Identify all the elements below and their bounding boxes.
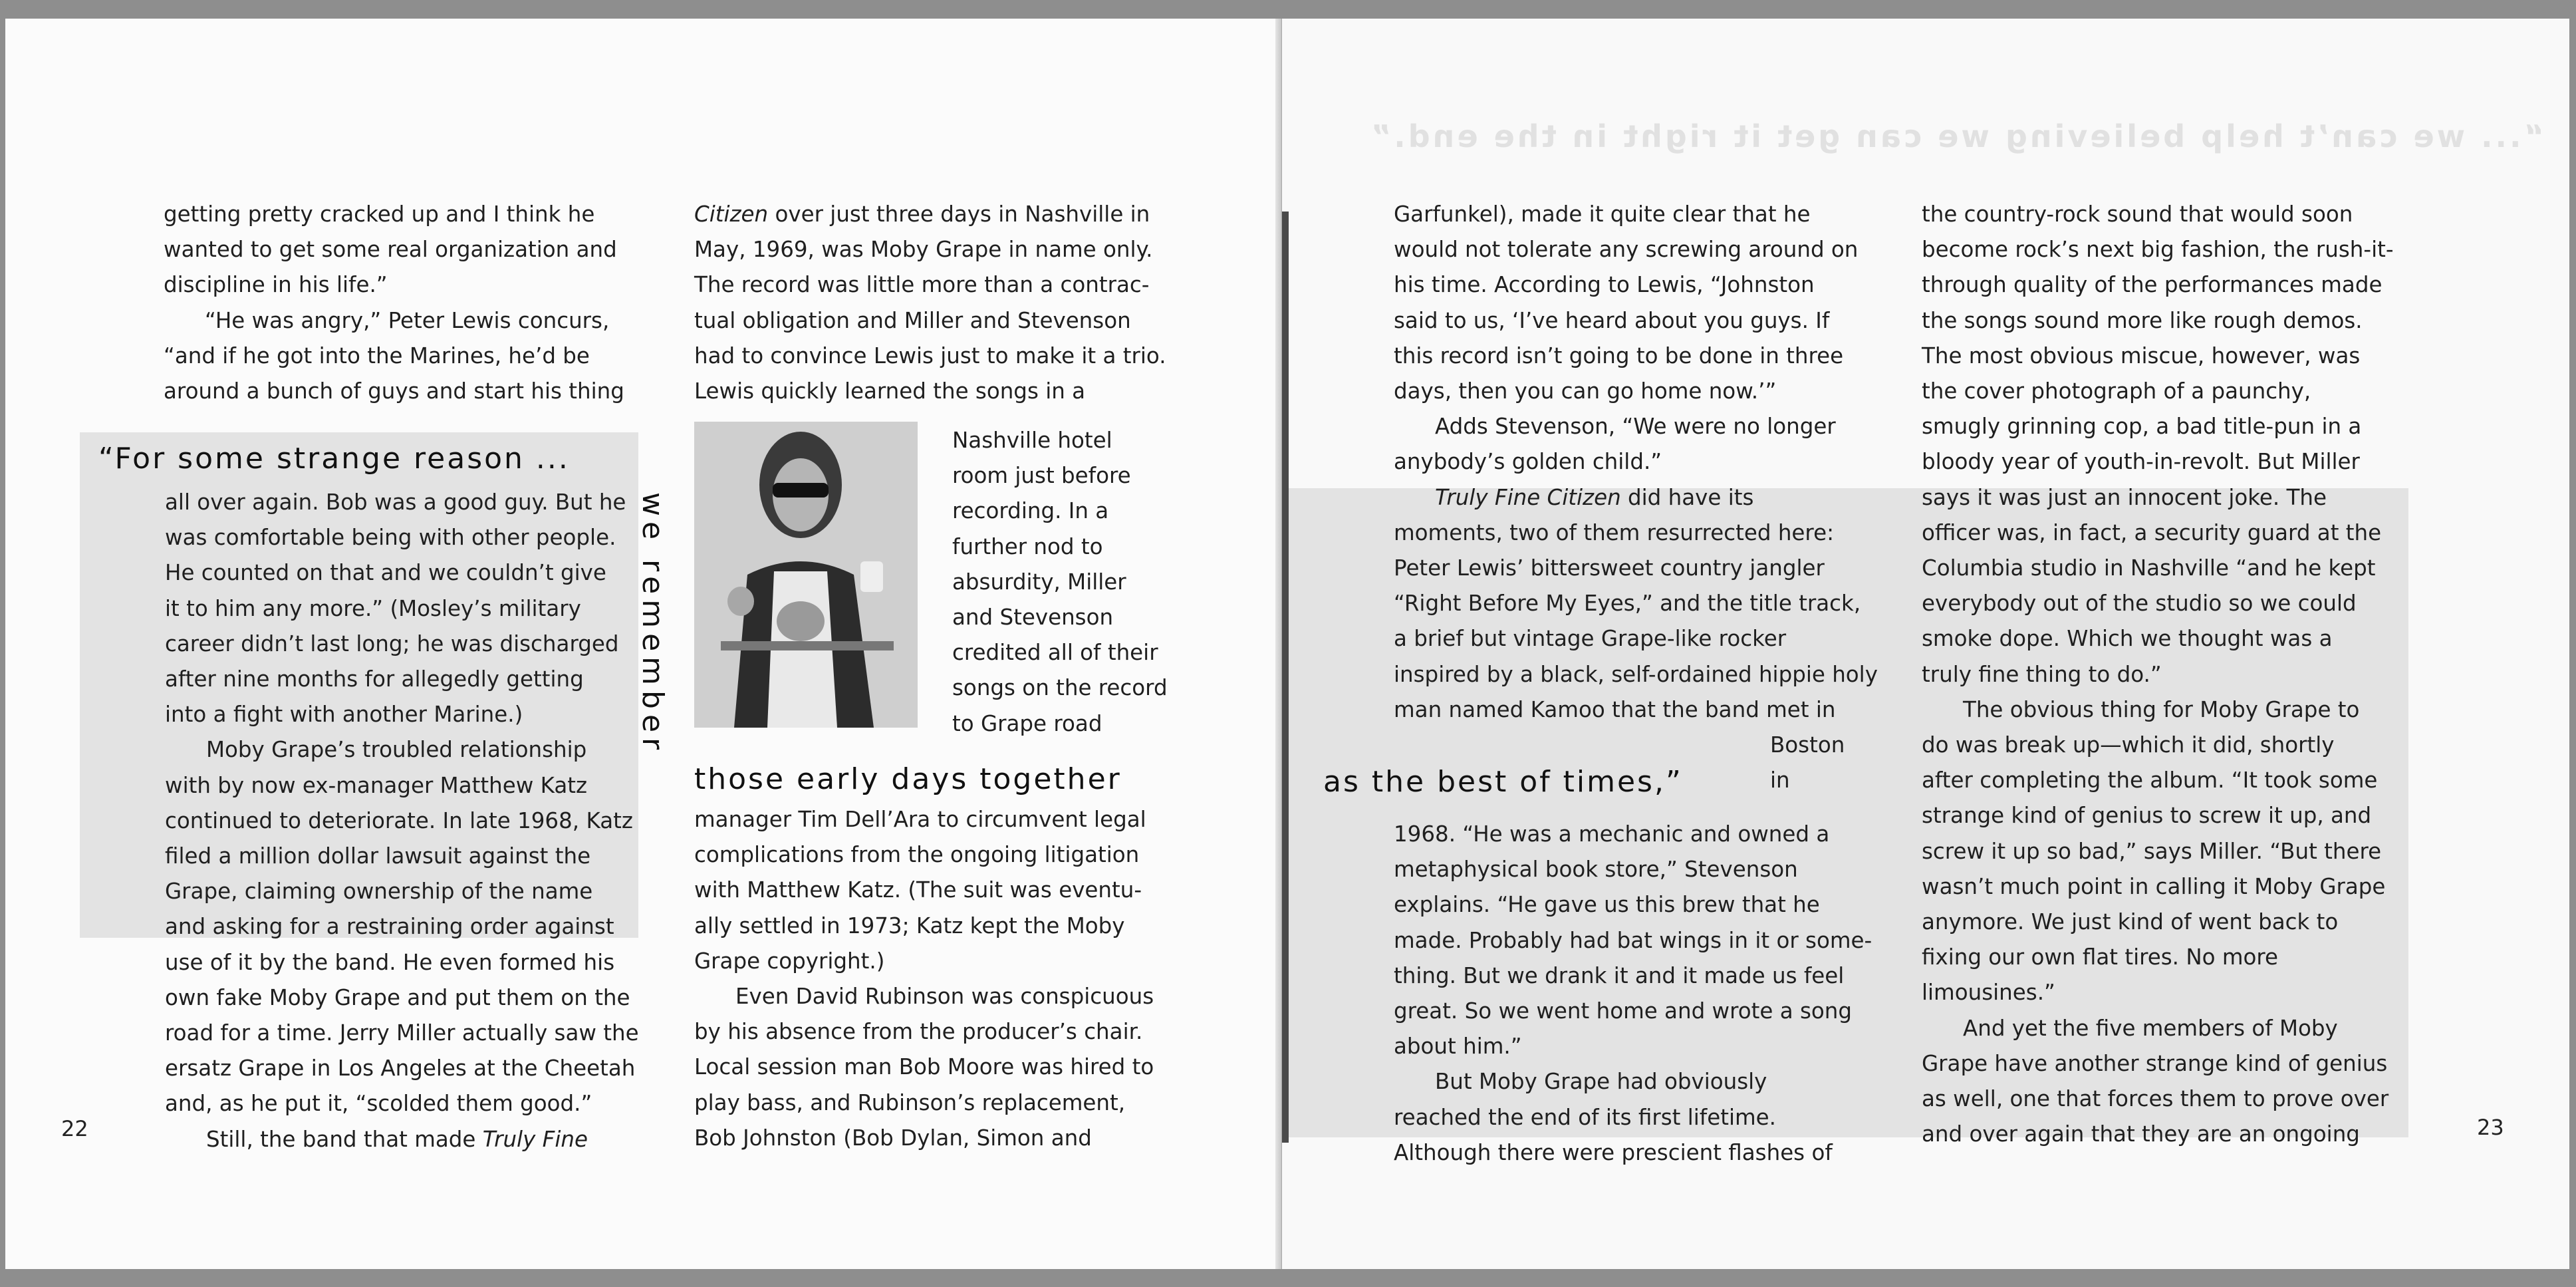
text-line: career didn’t last long; he was discharged [165, 631, 619, 656]
text-line: made. Probably had bat wings in it or some- [1394, 927, 1872, 953]
text-line: the cover photograph of a paunchy, [1922, 378, 2311, 404]
text-line: become rock’s next big fashion, the rush-it- [1922, 237, 2394, 263]
gutter-shadow-bar [1282, 212, 1289, 1143]
text-line: man named Kamoo that the band met in [1394, 696, 1836, 722]
text-line: his time. According to Lewis, “Johnston [1394, 272, 1815, 298]
text-line: and, as he put it, “scolded them good.” [165, 1091, 592, 1117]
text-line: after completing the album. “It took some [1922, 768, 2378, 793]
page-number-right: 23 [2477, 1115, 2504, 1140]
text-line: strange kind of genius to screw it up, and [1922, 803, 2372, 829]
text-line: Still, the band that made Truly Fine [165, 1126, 588, 1152]
text-line: discipline in his life.” [164, 272, 388, 298]
text-line: Boston [1770, 732, 1845, 758]
text-line: Local session man Bob Moore was hired to [694, 1054, 1154, 1080]
text-line: “Right Before My Eyes,” and the title track, [1394, 591, 1861, 617]
text-line: would not tolerate any screwing around on [1394, 237, 1859, 263]
text-line: Garfunkel), made it quite clear that he [1394, 202, 1811, 227]
text-line: Peter Lewis’ bittersweet country jangler [1394, 555, 1825, 581]
text-line: a brief but vintage Grape-like rocker [1394, 626, 1787, 652]
text-line: Truly Fine Citizen did have its [1435, 484, 1754, 510]
text-line: metaphysical book store,” Stevenson [1394, 857, 1798, 883]
page-number-left: 22 [61, 1116, 88, 1141]
text-line: bloody year of youth-in-revolt. But Miller [1922, 449, 2360, 475]
left-column-2-beside-photo [952, 423, 1168, 742]
text-line: Citizen over just three days in Nashville in [694, 202, 1150, 227]
text-line: Grape copyright.) [694, 948, 885, 974]
text-line: filed a million dollar lawsuit against the [165, 843, 591, 869]
right-page [1282, 19, 2569, 1269]
left-page [5, 19, 1282, 1269]
text-line: further nod to [952, 533, 1103, 559]
text-line: getting pretty cracked up and I think he [164, 202, 595, 227]
text-line: And yet the five members of Moby [1922, 1015, 2338, 1041]
text-line: ally settled in 1973; Katz kept the Moby [694, 913, 1125, 938]
text-line: days, then you can go home now.’” [1394, 378, 1777, 404]
pull-quote-as-the-best-of-times: as the best of times,” [1323, 765, 1683, 799]
text-line: by his absence from the producer’s chair. [694, 1019, 1143, 1045]
text-line: complications from the ongoing litigation [694, 842, 1140, 868]
text-line: to Grape road [952, 710, 1102, 736]
text-line: Grape, claiming ownership of the name [165, 879, 593, 905]
pull-quote-those-early-days: those early days together [694, 762, 1122, 796]
text-line: around a bunch of guys and start his thing [164, 378, 624, 404]
text-line: and asking for a restraining order against [165, 914, 614, 940]
text-line: about him.” [1394, 1034, 1522, 1060]
text-line: absurdity, Miller [952, 569, 1126, 595]
text-line: with Matthew Katz. (The suit was eventu- [694, 877, 1142, 903]
text-line: inspired by a black, self-ordained hippie holy [1394, 661, 1878, 687]
text-line: recording. In a [952, 498, 1109, 524]
text-line: Bob Johnston (Bob Dylan, Simon and [694, 1125, 1092, 1151]
booklet-spread [0, 19, 2576, 1269]
text-line: room just before [952, 463, 1131, 489]
mirrored-show-through-header: “... we can’t help believing we can get it right in the end.” [1368, 118, 2544, 154]
musician-photo [694, 422, 918, 728]
text-line: Even David Rubinson was conspicuous [694, 984, 1154, 1010]
left-column-1-top [164, 197, 624, 409]
text-line: smugly grinning cop, a bad title-pun in a [1922, 414, 2362, 440]
text-line: Lewis quickly learned the songs in a [694, 378, 1086, 404]
text-line: after nine months for allegedly getting [165, 666, 584, 692]
text-line: everybody out of the studio so we could [1922, 591, 2357, 617]
text-line: But Moby Grape had obviously [1394, 1069, 1767, 1095]
text-line: 1968. “He was a mechanic and owned a [1394, 821, 1830, 847]
left-column-2-bottom [694, 802, 1154, 1156]
text-line: “He was angry,” Peter Lewis concurs, [164, 307, 610, 333]
text-line: Adds Stevenson, “We were no longer [1394, 414, 1836, 440]
text-line: use of it by the band. He even formed his [165, 949, 615, 975]
text-line: credited all of their [952, 640, 1158, 666]
text-line: do was break up—which it did, shortly [1922, 732, 2335, 758]
text-line: through quality of the performances made [1922, 272, 2383, 298]
text-line: the country-rock sound that would soon [1922, 202, 2353, 227]
text-line: the songs sound more like rough demos. [1922, 307, 2363, 333]
text-line: The obvious thing for Moby Grape to [1922, 696, 2360, 722]
text-line: Moby Grape’s troubled relationship [165, 737, 587, 763]
text-line: play bass, and Rubinson’s replacement, [694, 1089, 1126, 1115]
text-line: had to convince Lewis just to make it a trio. [694, 343, 1166, 368]
text-line: Columbia studio in Nashville “and he kept [1922, 555, 2376, 581]
text-line: ersatz Grape in Los Angeles at the Cheetah [165, 1056, 636, 1081]
left-column-1-bottom [165, 485, 639, 1157]
text-line: this record isn’t going to be done in three [1394, 343, 1844, 368]
text-line: into a fight with another Marine.) [165, 702, 523, 728]
text-line: limousines.” [1922, 980, 2055, 1006]
text-line: and over again that they are an ongoing [1922, 1121, 2360, 1147]
text-line: says it was just an innocent joke. The [1922, 484, 2327, 510]
text-line: officer was, in fact, a security guard at the [1922, 519, 2382, 545]
text-line: songs on the record [952, 675, 1168, 701]
text-line: He counted on that and we couldn’t give [165, 560, 606, 586]
text-line: smoke dope. Which we thought was a [1922, 626, 2333, 652]
text-line: truly fine thing to do.” [1922, 661, 2162, 687]
text-line: anybody’s golden child.” [1394, 449, 1662, 475]
musician-photo-image [694, 422, 918, 728]
text-line: all over again. Bob was a good guy. But he [165, 490, 626, 515]
text-line: road for a time. Jerry Miller actually saw the [165, 1020, 639, 1046]
text-line: screw it up so bad,” says Miller. “But there [1922, 838, 2382, 864]
text-line: in [1770, 768, 1790, 793]
text-line: Grape have another strange kind of genius [1922, 1050, 2388, 1076]
text-line: reached the end of its first lifetime. [1394, 1104, 1776, 1130]
text-line: The record was little more than a contrac- [694, 272, 1150, 298]
text-line: as well, one that forces them to prove over [1922, 1086, 2389, 1112]
text-line: moments, two of them resurrected here: [1394, 519, 1835, 545]
text-line: said to us, ‘I’ve heard about you guys. If [1394, 307, 1830, 333]
text-line: The most obvious miscue, however, was [1922, 343, 2361, 368]
text-line: was comfortable being with other people. [165, 525, 616, 551]
text-line: and Stevenson [952, 605, 1114, 631]
right-column-1-bottom [1394, 817, 1872, 1171]
text-line: explains. “He gave us this brew that he [1394, 892, 1820, 918]
text-line: May, 1969, was Moby Grape in name only. [694, 237, 1153, 263]
right-column-2 [1922, 197, 2394, 1152]
pull-quote-we-remember: we remember [636, 492, 670, 756]
text-line: anymore. We just kind of went back to [1922, 909, 2339, 935]
text-line: it to him any more.” (Mosley’s military [165, 595, 581, 621]
text-line: tual obligation and Miller and Stevenson [694, 307, 1131, 333]
text-line: manager Tim Dell’Ara to circumvent legal [694, 807, 1146, 832]
text-line: fixing our own flat tires. No more [1922, 944, 2279, 970]
left-column-2-top [694, 197, 1166, 409]
text-line: with by now ex-manager Matthew Katz [165, 772, 588, 798]
text-line: continued to deteriorate. In late 1968, Katz [165, 807, 633, 833]
text-line: wanted to get some real organization and [164, 237, 617, 263]
text-line: Nashville hotel [952, 428, 1112, 453]
right-column-1-top [1394, 197, 1878, 728]
text-line: thing. But we drank it and it made us feel [1394, 962, 1845, 988]
text-line: “and if he got into the Marines, he’d be [164, 343, 590, 368]
pull-quote-for-some-strange-reason: “For some strange reason ... [98, 442, 570, 476]
text-line: own fake Moby Grape and put them on the [165, 984, 630, 1010]
text-line: wasn’t much point in calling it Moby Grape [1922, 873, 2386, 899]
text-line: great. So we went home and wrote a song [1394, 998, 1853, 1024]
right-column-1-boston [1770, 728, 1845, 798]
text-line: Although there were prescient flashes of [1394, 1139, 1833, 1165]
